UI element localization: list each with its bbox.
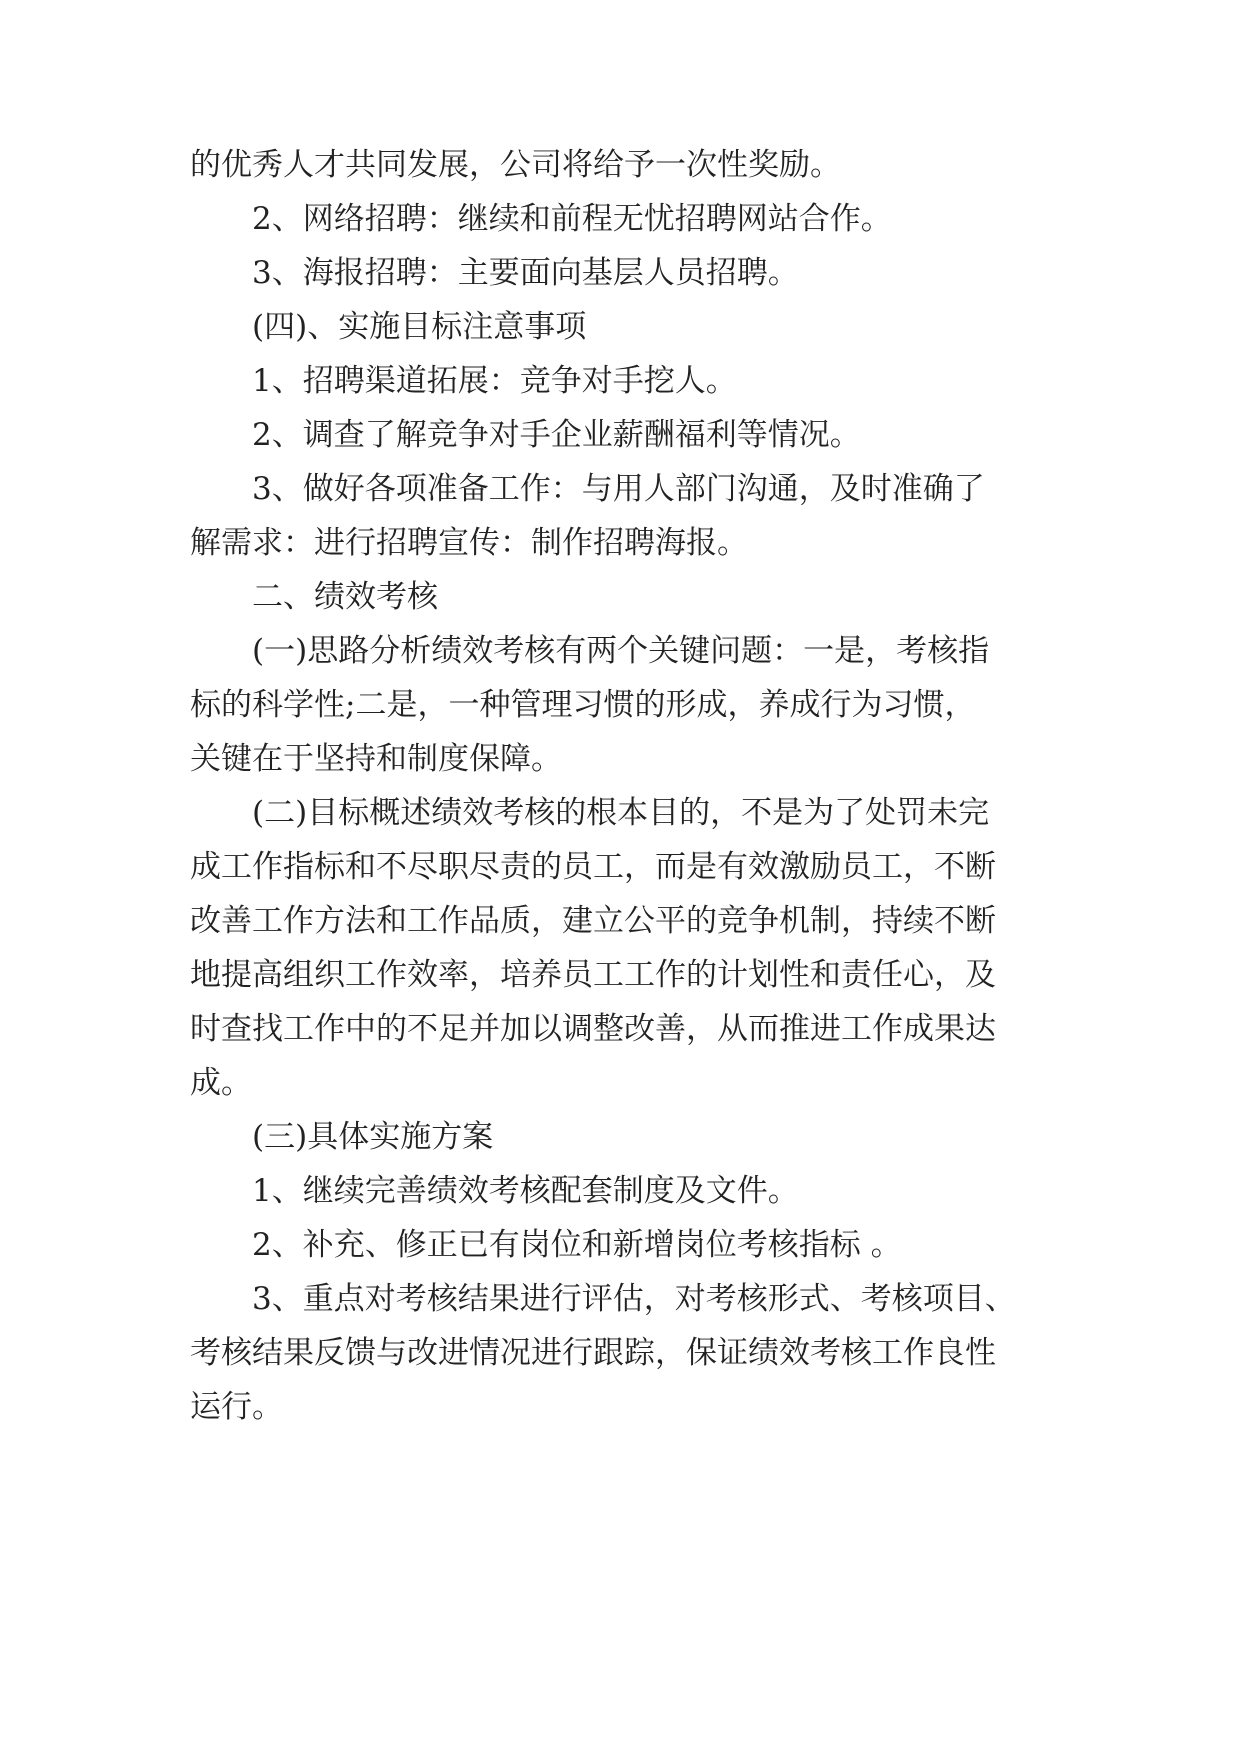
paragraph-line: 的优秀人才共同发展，公司将给予一次性奖励。 xyxy=(190,147,841,183)
paragraph-line: 改善工作方法和工作品质，建立公平的竞争机制，持续不断 xyxy=(190,903,996,939)
paragraph-line: 解需求：进行招聘宣传：制作招聘海报。 xyxy=(190,525,748,561)
section-heading: (四)、实施目标注意事项 xyxy=(252,309,587,345)
paragraph-line: 考核结果反馈与改进情况进行跟踪，保证绩效考核工作良性 xyxy=(190,1335,996,1371)
paragraph-line: 成工作指标和不尽职尽责的员工，而是有效激励员工，不断 xyxy=(190,849,996,885)
paragraph-line: (一)思路分析绩效考核有两个关键问题：一是，考核指 xyxy=(252,633,990,669)
paragraph-line: 3、海报招聘：主要面向基层人员招聘。 xyxy=(252,255,799,291)
paragraph-line: 3、做好各项准备工作：与用人部门沟通，及时准确了 xyxy=(252,471,985,507)
paragraph-line: (二)目标概述绩效考核的根本目的，不是为了处罚未完 xyxy=(252,795,990,831)
paragraph-line: 时查找工作中的不足并加以调整改善，从而推进工作成果达 xyxy=(190,1011,996,1047)
paragraph-line: 标的科学性;二是，一种管理习惯的形成，养成行为习惯， xyxy=(190,687,976,723)
paragraph-line: 运行。 xyxy=(190,1389,283,1425)
paragraph-line: 2、调查了解竞争对手企业薪酬福利等情况。 xyxy=(252,417,861,453)
section-heading: (三)具体实施方案 xyxy=(252,1119,494,1155)
paragraph-line: 2、补充、修正已有岗位和新增岗位考核指标 。 xyxy=(252,1227,902,1263)
paragraph-line: 3、重点对考核结果进行评估，对考核形式、考核项目、 xyxy=(252,1281,1016,1317)
section-heading: 二、绩效考核 xyxy=(252,579,438,615)
paragraph-line: 1、继续完善绩效考核配套制度及文件。 xyxy=(252,1173,799,1209)
paragraph-line: 关键在于坚持和制度保障。 xyxy=(190,741,562,777)
paragraph-line: 2、网络招聘：继续和前程无忧招聘网站合作。 xyxy=(252,201,892,237)
paragraph-line: 成。 xyxy=(190,1065,252,1101)
paragraph-line: 地提高组织工作效率，培养员工工作的计划性和责任心，及 xyxy=(190,957,996,993)
paragraph-line: 1、招聘渠道拓展：竞争对手挖人。 xyxy=(252,363,737,399)
